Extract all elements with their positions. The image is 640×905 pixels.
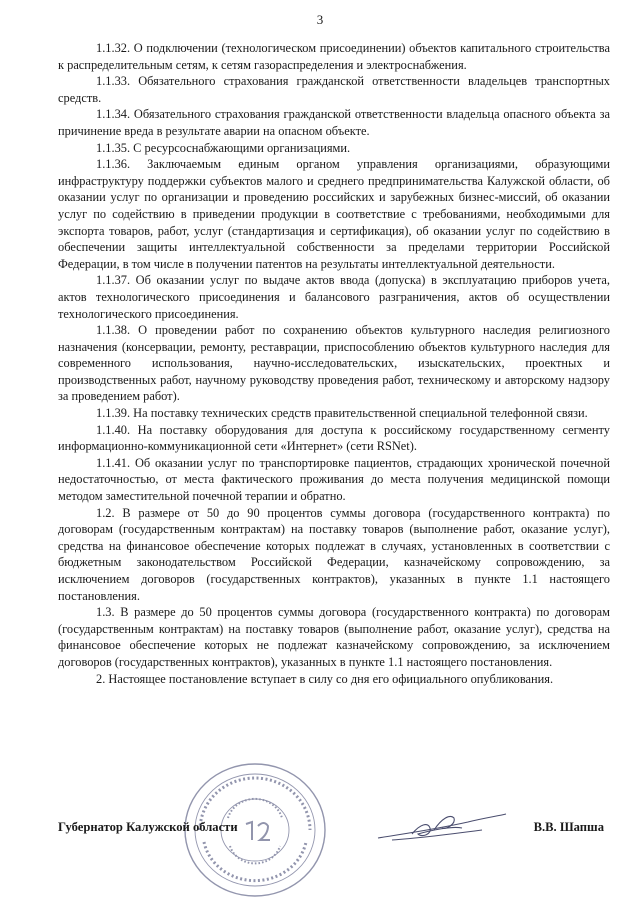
signature-block	[58, 820, 610, 844]
signatory-title: Губернатор Калужской области	[58, 820, 238, 834]
paragraph-1-1-40: 1.1.40. На поставку оборудования для доступа к российскому государственному сегменту информационно-коммуникационной сети «Интернет» (сети RSNet).	[58, 422, 610, 454]
page-number: 3	[316, 12, 324, 27]
paragraph-1-1-38: 1.1.38. О проведении работ по сохранению объектов культурного наследия религиозного назначения (консервации, ремонту, реставрации, приспособлению объектов культурного наследия для современного использования, научно-исследовательских, изыскательских, проектных и производственных работ, научному руководству проведения работ, техническому и авторскому надзору за проведением работ).	[58, 323, 610, 404]
paragraph-1-1-36: 1.1.36. Заключаемым единым органом управления организациями, образующими инфраструктуру поддержки субъектов малого и среднего предпринимательства Калужской области, об оказании услуг по организации и проведению российских и зарубежных бизнес-миссий, об оказании услуг по содействию в приведении продукции в соответствие с требованиями, необходимыми для экспорта товаров, работ, услуг (стандартизация и сертификация), об оказании услуг по содействию в обеспечении защиты интеллектуальной собственности за пределами территории Российской Федерации, в том числе в получении патентов на результаты интеллектуальной деятельности.	[58, 157, 610, 271]
paragraph-1-1-34: 1.1.34. Обязательного страхования гражданской ответственности владельца опасного объекта за причинение вреда в результате аварии на опасном объекте.	[58, 107, 610, 138]
paragraph-1-1-32: 1.1.32. О подключении (технологическом присоединении) объектов капитального строительства к распределительным сетям, к сетям газораспределения и электроснабжения.	[58, 41, 610, 72]
paragraph-1-1-39: 1.1.39. На поставку технических средств правительственной специальной телефонной связи.	[96, 406, 588, 421]
signatory-name: В.В. Шапша	[533, 820, 604, 834]
paragraph-1-1-41: 1.1.41. Об оказании услуг по транспортировке пациентов, страдающих хронической почечной недостаточностью, от места фактического проживания до места получения медицинской помощи методом заместительной почечной терапии и обратно.	[58, 455, 610, 504]
paragraph-1-1-37: 1.1.37. Об оказании услуг по выдаче актов ввода (допуска) в эксплуатацию приборов учета, актов технологического присоединения и балансового разграничения, актов об осуществлении технологического присоединения.	[58, 273, 610, 321]
paragraph-1-1-33: 1.1.33. Обязательного страхования гражданской ответственности владельцев транспортных средств.	[58, 74, 610, 105]
paragraph-1-1-35: 1.1.35. С ресурсоснабжающими организациями.	[96, 140, 351, 155]
paragraph-1-2: 1.2. В размере от 50 до 90 процентов суммы договора (государственного контракта) по договорам (государственным контрактам) на поставку товаров (выполнение работ, оказание услуг), средства на финансовое обеспечение которых подлежат в случаях, установленных в соответствии с бюджетным законодательством Российской Федерации, казначейскому сопровождению, за исключением договоров (государственных контрактов), указанных в пункте 1.1 настоящего постановления.	[58, 505, 610, 603]
paragraph-1-3: 1.3. В размере до 50 процентов суммы договора (государственного контракта) по договорам (государственным контрактам) на поставку товаров (выполнение работ, оказание услуг), средства на финансовое обеспечение которых не подлежат казначейскому сопровождению, за исключением договоров (государственных контрактов), указанных в пункте 1.1 настоящего постановления.	[58, 605, 610, 669]
paragraph-2: 2. Настоящее постановление вступает в силу со дня его официального опубликования.	[96, 671, 554, 686]
document-body	[58, 40, 610, 687]
